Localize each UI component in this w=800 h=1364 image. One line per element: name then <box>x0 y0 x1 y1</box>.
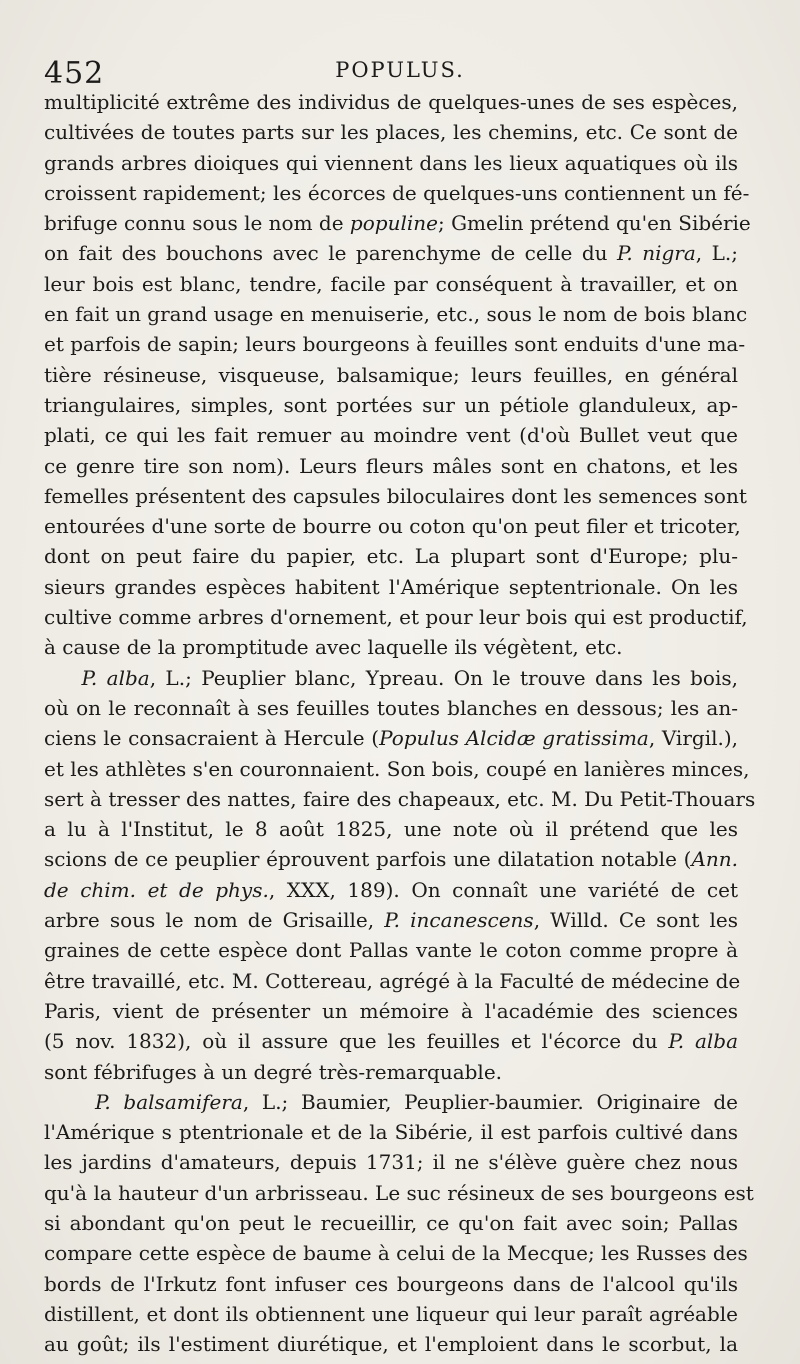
text-segment: leur bois est blanc, tendre, facile par conséquent à travailler, et on <box>44 271 738 296</box>
text-segment: sont fébrifuges à un degré très-remarquable. <box>44 1059 503 1084</box>
text-segment: arbre sous le nom de Grisaille, <box>44 908 385 933</box>
text-segment: on fait des bouchons avec le parenchyme de celle du <box>44 241 617 266</box>
italic-text: P. nigra <box>616 241 696 266</box>
text-segment: a lu à l'Institut, le 8 août 1825, une note où il prétend que les <box>44 817 738 842</box>
text-line <box>44 572 738 602</box>
text-segment: l'Amérique s ptentrionale et de la Sibérie, il est parfois cultivé dans <box>44 1120 738 1145</box>
text-segment: multiplicité extrême des individus de quelques-unes de ses espèces, <box>44 90 738 114</box>
text-segment: (5 nov. 1832), où il assure que les feuilles et l'écorce du <box>44 1029 669 1054</box>
text-line <box>44 754 750 784</box>
text-segment: en fait un grand usage en menuiserie, etc., sous le nom de bois blanc <box>44 302 748 327</box>
italic-text: P. incanescens <box>384 908 534 933</box>
text-line <box>44 360 738 390</box>
text-line <box>44 875 738 905</box>
text-line <box>44 784 756 814</box>
page-number: 452 <box>44 56 105 91</box>
text-line <box>44 996 738 1026</box>
text-line <box>44 238 738 268</box>
body-text <box>44 87 756 1359</box>
text-segment: à cause de la promptitude avec laquelle ils végètent, etc. <box>44 635 623 660</box>
text-segment: cultivées de toutes parts sur les places, les chemins, etc. Ce sont de <box>44 120 738 145</box>
text-segment: cultive comme arbres d'ornement, et pour leur bois qui est productif, <box>44 605 748 630</box>
text-segment: sert à tresser des nattes, faire des chapeaux, etc. M. Du Petit-Thouars <box>44 786 756 811</box>
italic-text: de chim. et de phys. <box>44 877 269 902</box>
italic-text: Ann. <box>691 847 738 872</box>
text-segment: croissent rapidement; les écorces de quelques-uns contiennent un fé- <box>44 180 750 205</box>
text-line <box>44 1117 738 1147</box>
text-segment: Paris, vient de présenter un mémoire à l'académie des sciences <box>44 998 738 1023</box>
text-line <box>44 87 738 117</box>
text-segment: dont on peut faire du papier, etc. La plupart sont d'Europe; plu- <box>44 544 738 569</box>
text-segment: entourées d'une sorte de bourre ou coton qu'on peut filer et tricoter, <box>44 514 741 539</box>
text-line <box>44 451 738 481</box>
text-segment: compare cette espèce de baume à celui de la Mecque; les Russes des <box>44 1241 748 1266</box>
text-segment <box>44 1090 95 1114</box>
text-segment: et les athlètes s'en couronnaient. Son bois, coupé en lanières minces, <box>44 756 750 781</box>
text-line <box>44 693 738 723</box>
text-line <box>44 1208 738 1238</box>
text-line <box>44 966 741 996</box>
italic-text: Populus Alcidæ gratissima <box>379 726 649 751</box>
text-segment: être travaillé, etc. M. Cottereau, agrégé à la Faculté de médecine de <box>44 968 741 993</box>
text-segment: où on le reconnaît à ses feuilles toutes blanches en dessous; les an- <box>44 695 738 720</box>
text-segment: graines de cette espèce dont Pallas vante le coton comme propre à <box>44 938 738 963</box>
text-segment: femelles présentent des capsules biloculaires dont les semences sont <box>44 483 747 508</box>
italic-text: populine <box>349 211 438 236</box>
text-line <box>44 1057 738 1087</box>
text-segment: plati, ce qui les fait remuer au moindre vent (d'où Bullet veut que <box>44 423 738 448</box>
text-line <box>44 602 748 632</box>
text-segment: les jardins d'amateurs, depuis 1731; il ne s'élève guère chez nous <box>44 1150 738 1175</box>
text-segment: tière résineuse, visqueuse, balsamique; leurs feuilles, en général <box>44 362 738 387</box>
text-segment: distillent, et dont ils obtiennent une liqueur qui leur paraît agréable <box>44 1301 738 1326</box>
text-segment: , Virgil.), <box>648 726 739 751</box>
text-line <box>44 329 746 359</box>
text-line <box>44 1329 738 1359</box>
text-segment: si abondant qu'on peut le recueillir, ce qu'on fait avec soin; Pallas <box>44 1210 738 1235</box>
text-line <box>44 1147 738 1177</box>
text-line <box>44 632 738 662</box>
text-line <box>44 1299 738 1329</box>
text-line <box>44 117 738 147</box>
text-line <box>44 935 738 965</box>
text-segment: brifuge connu sous le nom de <box>44 211 350 236</box>
text-segment <box>44 666 82 690</box>
text-line <box>44 1087 738 1117</box>
text-line <box>44 420 738 450</box>
text-segment: scions de ce peuplier éprouvent parfois une dilatation notable ( <box>44 847 692 872</box>
italic-text: P. alba <box>668 1029 738 1054</box>
text-segment: qu'à la hauteur d'un arbrisseau. Le suc résineux de ses bourgeons est <box>44 1180 754 1205</box>
text-line <box>44 844 738 874</box>
text-line <box>44 1238 748 1268</box>
running-head: POPULUS. <box>335 58 465 82</box>
text-line <box>44 814 738 844</box>
text-segment: , L.; <box>695 241 739 266</box>
text-line <box>44 1269 738 1299</box>
text-segment: grands arbres dioiques qui viennent dans les lieux aquatiques où ils <box>44 150 738 175</box>
text-line <box>44 511 741 541</box>
text-segment: triangulaires, simples, sont portées sur un pétiole glanduleux, ap- <box>44 392 738 417</box>
text-line <box>44 390 738 420</box>
text-segment: bords de l'Irkutz font infuser ces bourgeons dans de l'alcool qu'ils <box>44 1271 738 1296</box>
text-segment: sieurs grandes espèces habitent l'Amérique septentrionale. On les <box>44 574 738 599</box>
text-segment: ce genre tire son nom). Leurs fleurs mâles sont en chatons, et les <box>44 453 738 478</box>
text-segment: ciens le consacraient à Hercule ( <box>44 726 380 751</box>
text-line <box>44 481 747 511</box>
italic-text: P. balsamifera <box>94 1089 243 1114</box>
text-line <box>44 269 738 299</box>
text-segment: ; Gmelin prétend qu'en Sibérie <box>437 211 751 236</box>
text-segment: , L.; Baumier, Peuplier-baumier. Originaire de <box>242 1089 738 1114</box>
text-segment: , L.; Peuplier blanc, Ypreau. On le trouve dans les bois, <box>149 665 738 690</box>
text-line <box>44 178 750 208</box>
text-line <box>44 663 738 693</box>
text-line <box>44 208 751 238</box>
text-line <box>44 905 738 935</box>
text-line <box>44 1178 754 1208</box>
text-line <box>44 1026 738 1056</box>
text-segment: , XXX, 189). On connaît une variété de cet <box>268 877 739 902</box>
text-segment: , Willd. Ce sont les <box>533 908 739 933</box>
text-line <box>44 299 748 329</box>
text-segment: au goût; ils l'estiment diurétique, et l'emploient dans le scorbut, la <box>44 1332 738 1357</box>
text-line <box>44 541 738 571</box>
text-line <box>44 148 738 178</box>
text-line <box>44 723 738 753</box>
text-segment: et parfois de sapin; leurs bourgeons à feuilles sont enduits d'une ma- <box>44 332 746 357</box>
italic-text: P. alba <box>81 665 150 690</box>
